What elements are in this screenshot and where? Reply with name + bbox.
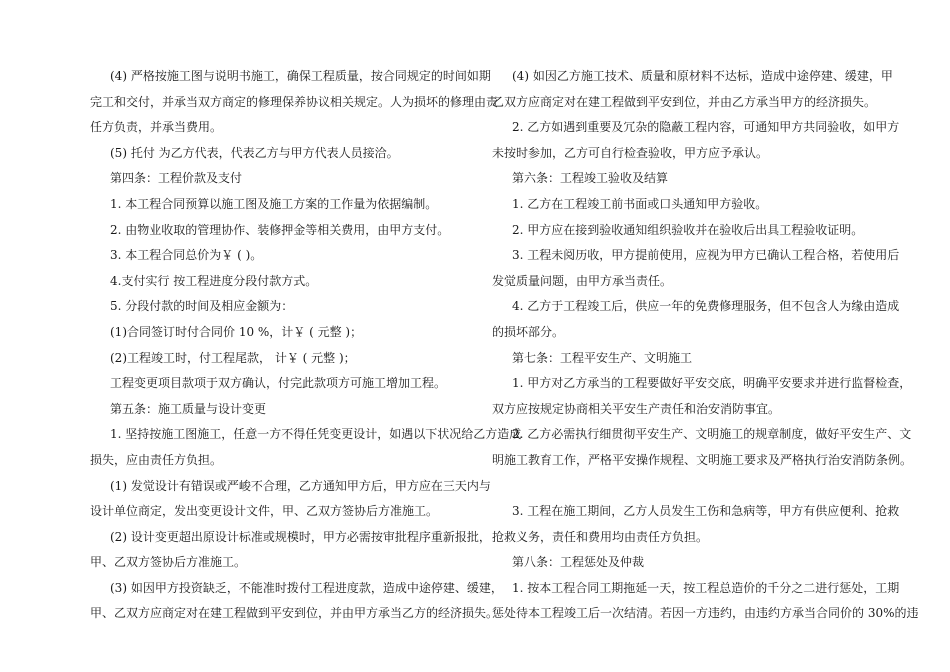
text-line: 2. 甲方应在接到验收通知组织验收并在验收后出具工程验收证明。 <box>512 222 864 237</box>
text-line: 2. 乙方必需执行细贯彻平安生产、文明施工的规章制度，做好平安生产、文 <box>512 427 912 442</box>
text-line: (4) 如因乙方施工技术、质量和原材料不达标，造成中途停建、缓建，甲 <box>512 69 893 83</box>
text-line: 损失，应由责任方负担。 <box>90 452 223 467</box>
text-line: 1. 甲方对乙方承当的工程要做好平安交底，明确平安要求并进行监督检查， <box>512 376 912 391</box>
left-column <box>90 64 522 627</box>
text-line: 1. 坚持按施工图施工，任意一方不得任凭变更设计，如遇以下状况给乙方造成 <box>110 427 522 442</box>
text-line: 2. 乙方如遇到重要及冗杂的隐蔽工程内容，可通知甲方共同验收，如甲方 <box>512 120 900 135</box>
text-line: 设计单位商定，发出变更设计文件，甲、乙双方签协后方准施工。 <box>90 504 439 519</box>
text-line: 的损坏部分。 <box>492 324 565 339</box>
text-line: 工程变更项目款项于双方确认，付完此款项方可施工增加工程。 <box>110 376 447 391</box>
text-line: 3. 本工程合同总价为￥ ( )。 <box>110 248 263 263</box>
text-line: 1. 乙方在工程竣工前书面或口头通知甲方验收。 <box>512 196 768 211</box>
text-line: 未按时参加，乙方可自行检查验收，甲方应予承认。 <box>492 145 769 160</box>
text-line: 2. 由物业收取的管理协作、装修押金等相关费用，由甲方支付。 <box>110 222 450 237</box>
text-line: 1. 按本工程合同工期拖延一天，按工程总造价的千分之二进行惩处，工期 <box>512 580 900 595</box>
right-column <box>492 64 919 627</box>
text-line: (3) 如因甲方投资缺乏，不能准时拨付工程进度款，造成中途停建、缓建， <box>110 580 503 595</box>
text-line: (1)合同签订时付合同价 10 %，计￥ ( 元整 )； <box>110 324 363 339</box>
text-line: 第六条：工程竣工验收及结算 <box>512 171 669 186</box>
text-line: 3. 工程在施工期间，乙方人员发生工伤和急病等，甲方有供应便利、抢救 <box>512 504 900 519</box>
text-line: 第七条：工程平安生产、文明施工 <box>512 350 693 365</box>
text-line: 第八条：工程惩处及仲裁 <box>512 555 645 570</box>
text-line: 第五条：施工质量与设计变更 <box>110 401 267 416</box>
text-line: 1. 本工程合同预算以施工图及施工方案的工作量为依据编制。 <box>110 196 438 211</box>
text-line: 发觉质量问题，由甲方承当责任。 <box>492 273 673 288</box>
text-line: (5) 托付 为乙方代表，代表乙方与甲方代表人员接洽。 <box>110 145 399 160</box>
text-line: 抢救义务，责任和费用均由责任方负担。 <box>492 529 709 544</box>
text-line: 4. 乙方于工程竣工后，供应一年的免费修理服务，但不包含人为缘由造成 <box>512 299 900 314</box>
text-line: 任方负责，并承当费用。 <box>90 120 223 135</box>
text-line: 明施工教育工作，严格平安操作规程、文明施工要求及严格执行治安消防条例。 <box>492 452 913 467</box>
text-line: (4) 严格按施工图与说明书施工，确保工程质量，按合同规定的时间如期 <box>110 69 491 83</box>
text-line: 3. 工程未阅历收，甲方提前使用，应视为甲方已确认工程合格，若使用后 <box>512 248 900 263</box>
text-line: (1) 发觉设计有错误或严峻不合理，乙方通知甲方后，甲方应在三天内与 <box>110 478 491 493</box>
text-line <box>492 474 864 500</box>
text-line: (2) 设计变更超出原设计标准或规模时，甲方必需按审批程序重新报批， <box>110 529 491 544</box>
text-line: 甲、乙双方签协后方准施工。 <box>90 555 247 570</box>
text-line: 惩处待本工程竣工后一次结清。若因一方违约，由违约方承当合同价的 30%的违 <box>492 606 919 621</box>
text-line: 完工和交付，并承当双方商定的修理保养协议相关规定。人为损坏的修理由责 <box>90 94 499 109</box>
text-line: 4.支付实行 按工程进度分段付款方式。 <box>110 273 318 288</box>
text-line: 双方应按规定协商相关平安生产责任和治安消防事宜。 <box>492 401 781 416</box>
text-line: 甲、乙双方应商定对在建工程做到平安到位，并由甲方承当乙方的经济损失。 <box>90 606 499 621</box>
text-line: 乙双方应商定对在建工程做到平安到位，并由乙方承当甲方的经济损失。 <box>492 94 877 109</box>
text-line: (2)工程竣工时，付工程尾款， 计￥ ( 元整 )； <box>110 350 356 365</box>
text-line: 第四条：工程价款及支付 <box>110 171 243 186</box>
text-line: 5. 分段付款的时间及相应金额为： <box>110 299 294 314</box>
